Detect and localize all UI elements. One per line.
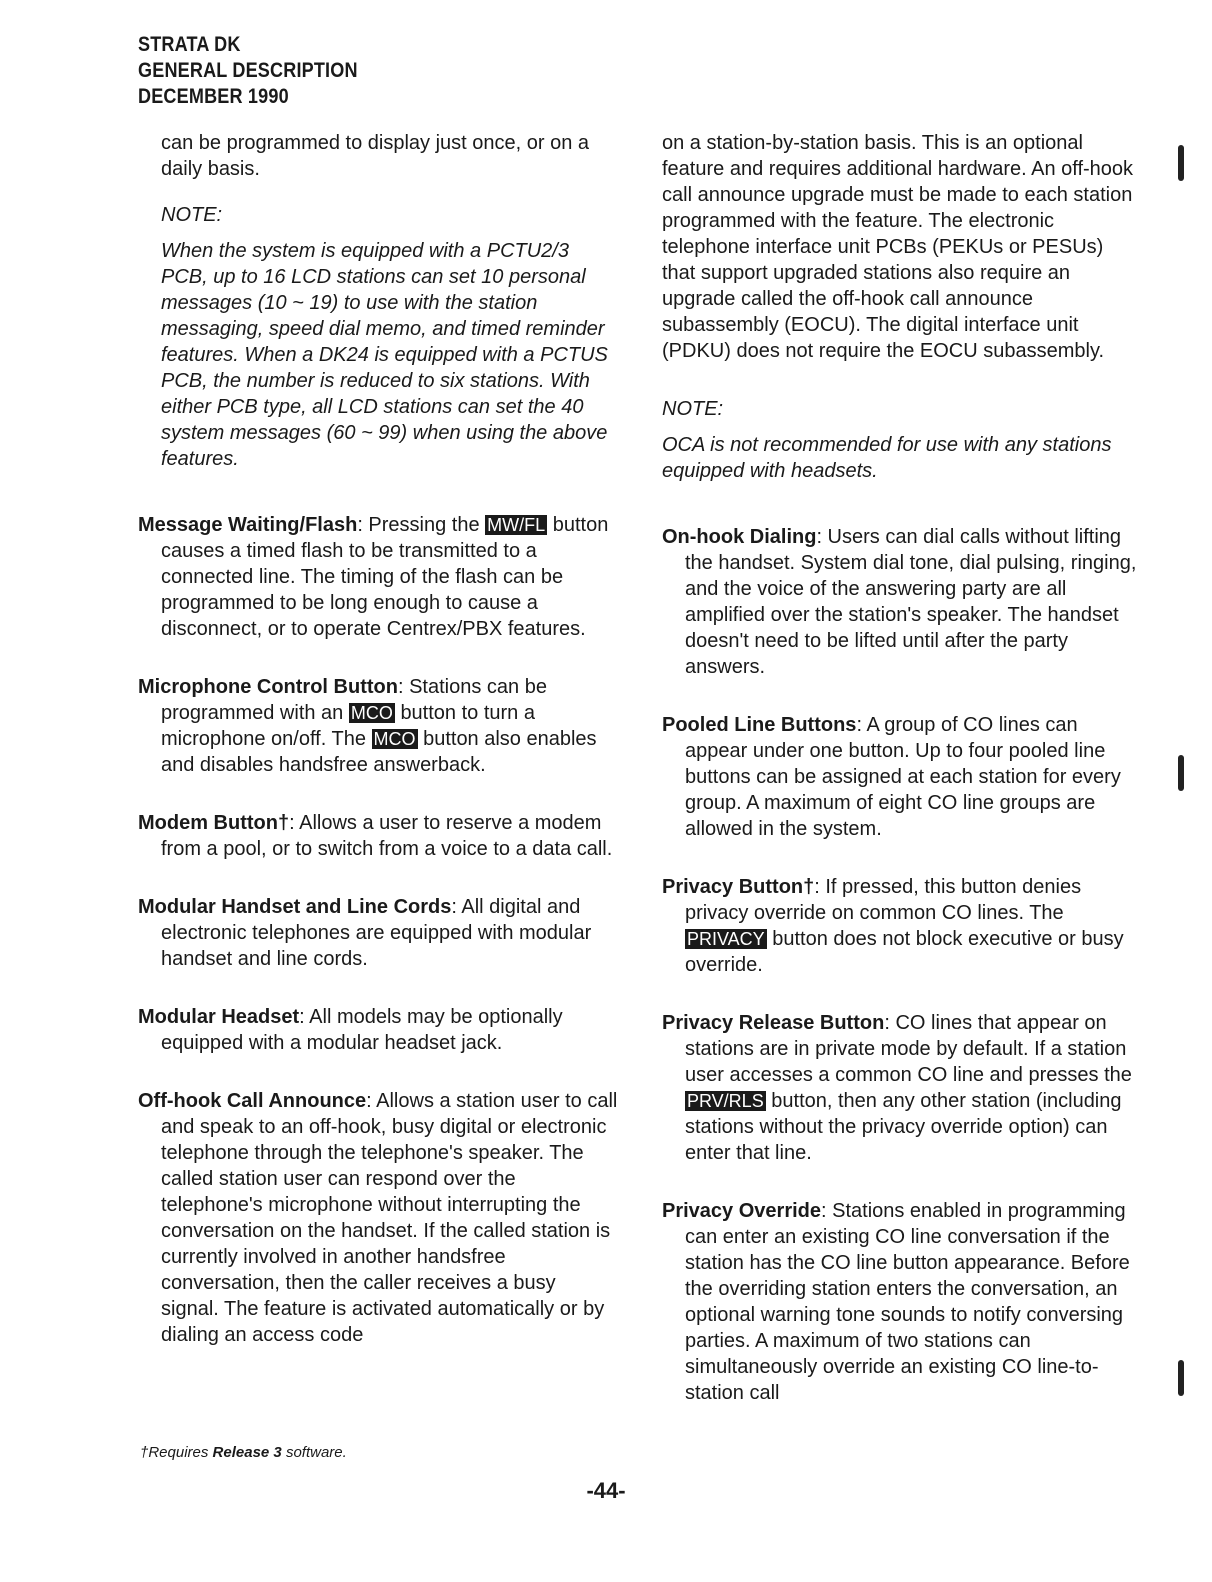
- left-column: [138, 130, 618, 1380]
- entry-privacy-button: [662, 874, 1142, 978]
- change-bar: [1178, 145, 1184, 181]
- entry-text: : Stations enabled in programming can enter an existing CO line conversation if the station has the CO line button appearance. Before the overriding station enters the conversation, an optional warning tone sounds to notify conversing parties. A maximum of two stations can simultaneously override an existing CO line-to-station call: [685, 1200, 1130, 1404]
- footnote-text: software.: [281, 1444, 347, 1461]
- right-column: [662, 130, 1142, 1438]
- term: Privacy Button†: [662, 876, 815, 898]
- note-text: When the system is equipped with a PCTU2/3 PCB, up to 16 LCD stations can set 10 personal messages (10 ~ 19) to use with the station messaging, speed dial memo, and timed reminder features. When a DK24 is equipped with a PCTUS PCB, the number is reduced to six stations. With either PCB type, all LCD stations can set the 40 system messages (60 ~ 99) when using the above features.: [161, 240, 608, 470]
- entry-text: : All models may be optionally equipped with a modular headset jack.: [161, 1006, 563, 1054]
- key-privacy: PRIVACY: [687, 929, 765, 949]
- entry-text: button also enables and disables handsfree answerback.: [161, 728, 597, 776]
- key-prvrls: PRV/RLS: [687, 1091, 764, 1111]
- entry-text: button does not block executive or busy override.: [685, 928, 1124, 976]
- entry-modem-button: [138, 810, 618, 862]
- entry-text: : Pressing the: [357, 514, 480, 536]
- entry-privacy-release: [662, 1010, 1142, 1166]
- page-number: -44-: [586, 1478, 626, 1503]
- note-text: OCA is not recommended for use with any stations equipped with headsets.: [662, 434, 1112, 482]
- change-bar: [1178, 1360, 1184, 1396]
- entry-text: : All digital and electronic telephones are equipped with modular handset and line cords.: [161, 896, 592, 970]
- header-title: STRATA DK: [138, 33, 241, 56]
- document-header: [138, 32, 358, 110]
- note-block: [662, 396, 1142, 484]
- footnote-text: Requires: [148, 1444, 213, 1461]
- entry-text: button to turn a microphone on/off. The: [161, 702, 535, 750]
- entry-text: button, then any other station (including stations without the privacy override option) can enter that line.: [685, 1090, 1122, 1164]
- entry-text: : A group of CO lines can appear under one button. Up to four pooled line buttons can be assigned at each station for every group. A maximum of eight CO line groups are allowed in the system.: [685, 714, 1121, 840]
- entry-modular-headset: [138, 1004, 618, 1056]
- entry-pooled-line-buttons: [662, 712, 1142, 842]
- entry-text: : If pressed, this button denies privacy override on common CO lines. The: [685, 876, 1082, 924]
- term: Message Waiting/Flash: [138, 514, 358, 536]
- entry-text: : Stations can be programmed with an: [161, 676, 547, 724]
- key-mwfl: MW/FL: [487, 515, 546, 535]
- note-label: NOTE:: [161, 204, 223, 226]
- term: Modem Button†: [138, 812, 290, 834]
- change-bar: [1178, 755, 1184, 791]
- entry-privacy-override: [662, 1198, 1142, 1406]
- term: Off-hook Call Announce: [138, 1090, 367, 1112]
- entry-microphone-control: [138, 674, 618, 778]
- note-label: NOTE:: [662, 398, 724, 420]
- key-mco: MCO: [350, 703, 393, 723]
- term: Privacy Release Button: [662, 1012, 885, 1034]
- entry-on-hook-dialing: [662, 524, 1142, 680]
- header-subtitle: GENERAL DESCRIPTION: [138, 59, 358, 82]
- continued-text: on a station-by-station basis. This is an optional feature and requires additional hardware. An off-hook call announce upgrade must be made to each station programmed with the feature. The electronic telephone interface unit PCBs (PEKUs or PESUs) that support upgraded stations also require an upgrade called the off-hook call announce subassembly (EOCU). The digital interface unit (PDKU) does not require the EOCU subassembly.: [662, 132, 1134, 362]
- header-date: DECEMBER 1990: [138, 85, 289, 108]
- term: Privacy Override: [662, 1200, 821, 1222]
- entry-message-waiting: [138, 512, 618, 642]
- key-mco: MCO: [373, 729, 416, 749]
- term: On-hook Dialing: [662, 526, 817, 548]
- entry-text: : Users can dial calls without lifting the handset. System dial tone, dial pulsing, ringing, and the voice of the answering party are all amplified over the station's speaker. The handset doesn't need to be lifted until after the party answers.: [685, 526, 1137, 678]
- footnote-bold: Release 3: [212, 1444, 282, 1461]
- entry-modular-handset: [138, 894, 618, 972]
- intro-text: can be programmed to display just once, or on a daily basis.: [161, 132, 590, 180]
- note-block: [138, 202, 618, 472]
- entry-text: : CO lines that appear on stations are in private mode by default. If a station user accesses a common CO line and presses the: [685, 1012, 1132, 1086]
- dagger: †: [140, 1444, 149, 1461]
- term: Microphone Control Button: [138, 676, 398, 698]
- entry-text: : Allows a station user to call and speak to an off-hook, busy digital or electronic telephone through the telephone's speaker. The called station user can respond over the telephone's microphone without interrupting the conversation on the handset. If the called station is currently involved in another handsfree conversation, then the caller receives a busy signal. The feature is activated automatically or by dialing an access code: [161, 1090, 618, 1346]
- entry-off-hook-call-announce: [138, 1088, 618, 1348]
- entry-text: button causes a timed flash to be transmitted to a connected line. The timing of the flash can be programmed to be long enough to cause a disconnect, or to operate Centrex/PBX features.: [161, 514, 609, 640]
- footnote: [140, 1444, 347, 1461]
- term: Pooled Line Buttons: [662, 714, 857, 736]
- term: Modular Handset and Line Cords: [138, 896, 452, 918]
- term: Modular Headset: [138, 1006, 300, 1028]
- entry-text: : Allows a user to reserve a modem from a pool, or to switch from a voice to a data call.: [161, 812, 613, 860]
